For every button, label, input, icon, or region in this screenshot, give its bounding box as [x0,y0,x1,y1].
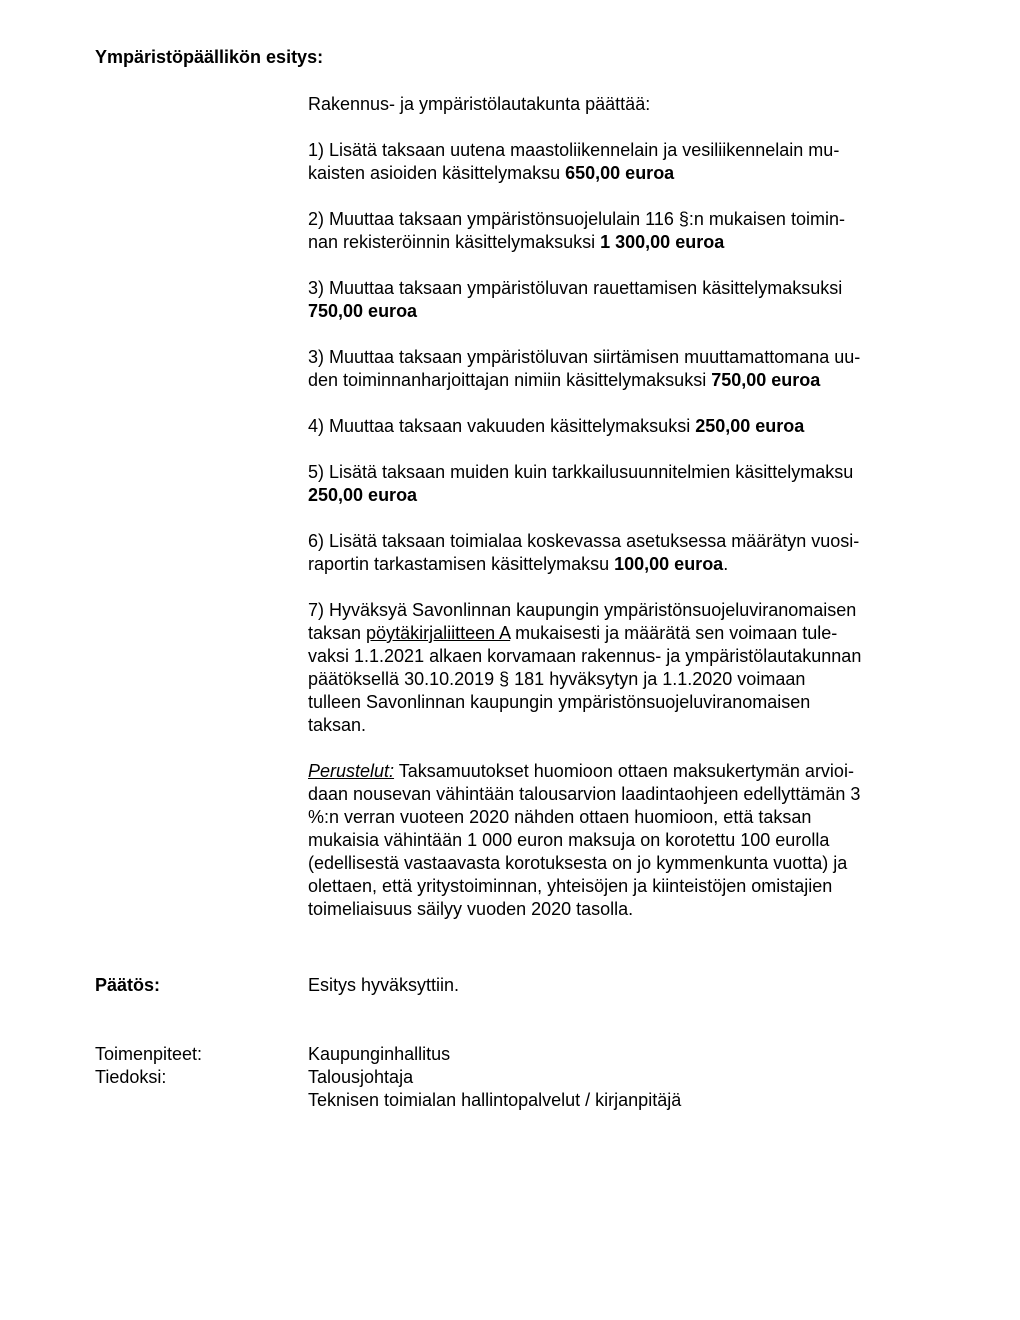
proposal-item-5 [308,461,928,507]
item-text: 4) Muuttaa taksaan vakuuden käsittelymaksuksi [308,416,696,436]
item-text: 1) Lisätä taksaan uutena maastoliikennelain ja vesiliikennelain mu- kaisten asioiden käsittelymaksu [308,140,840,183]
item-tail: . [723,554,729,574]
proposal-item-1 [308,139,928,185]
item-text-rest: mukaisesti ja määrätä sen voimaan tule- vaksi 1.1.2021 alkaen korvamaan rakennus- ja ympäristölautakunnan päätöksellä 30.10.2019 § 181 hyväksytyn ja 1.1.2020 voimaan tulleen Savonlinnan kaupungin ympäristönsuojeluviranomaisen taksan. [308,623,862,735]
measures-value: Kaupunginhallitus [308,1044,451,1064]
proposal-body [308,93,928,921]
item-amount: 750,00 euroa [308,301,418,321]
info-recipient: Teknisen toimialan hallintopalvelut / kirjanpitäjä [308,1090,682,1110]
proposal-item-2 [308,208,928,254]
info-recipient: Talousjohtaja [308,1067,414,1087]
item-amount: 250,00 euroa [695,416,805,436]
proposal-item-6 [308,530,928,576]
info-label: Tiedoksi: [95,1067,167,1087]
info-values [308,1066,928,1112]
item-text: 3) Muuttaa taksaan ympäristöluvan rauettamisen käsittelymaksuksi [308,278,843,298]
attachment-a-link[interactable]: pöytäkirjaliitteen A [366,623,511,643]
proposal-item-4 [308,415,928,438]
item-amount: 650,00 euroa [565,163,675,183]
item-text: 6) Lisätä taksaan toimialaa koskevassa asetuksessa määrätyn vuosi- raportin tarkastamisen käsittelymaksu [308,531,860,574]
item-amount: 250,00 euroa [308,485,418,505]
decision-label: Päätös: [95,975,161,995]
item-text: 7) Hyväksyä Savonlinnan kaupungin ympäristönsuojeluviranomaisen taksan [308,600,857,643]
measures-label: Toimenpiteet: [95,1044,203,1064]
item-text: 2) Muuttaa taksaan ympäristönsuojelulain 116 §:n mukaisen toimin- nan rekisteröinnin käsittelymaksuksi [308,209,845,252]
item-text: 5) Lisätä taksaan muiden kuin tarkkailusuunnitelmien käsittelymaksu [308,462,854,482]
item-amount: 1 300,00 euroa [600,232,725,252]
item-amount: 750,00 euroa [711,370,821,390]
rationale [308,760,928,921]
proposal-heading: Ympäristöpäällikön esitys: [95,47,324,67]
item-text: 3) Muuttaa taksaan ympäristöluvan siirtämisen muuttamattomana uu- den toiminnanharjoittajan nimiin käsittelymaksuksi [308,347,861,390]
rationale-text: Taksamuutokset huomioon ottaen maksukertymän arvioi- daan nousevan vähintään talousarvion laadintaohjeen edellyttämän 3 %:n verran vuoteen 2020 nähden ottaen huomioon, että taksan mukaisia vähintään 1 000 euron maksuja on korotettu 100 eurolla (edellisestä vastaavasta korotuksesta on jo kymmenkunta vuotta) ja olettaen, että yritystoiminnan, yhteisöjen ja kiinteistöjen omistajien toimeliaisuus säilyy vuoden 2020 tasolla. [308,761,861,919]
proposal-item-3b [308,346,928,392]
proposal-item-7 [308,599,928,737]
item-amount: 100,00 euroa [614,554,724,574]
rationale-label: Perustelut: [308,761,395,781]
decision-value: Esitys hyväksyttiin. [308,975,460,995]
proposal-item-3a [308,277,928,323]
proposal-intro: Rakennus- ja ympäristölautakunta päättää: [308,94,651,114]
